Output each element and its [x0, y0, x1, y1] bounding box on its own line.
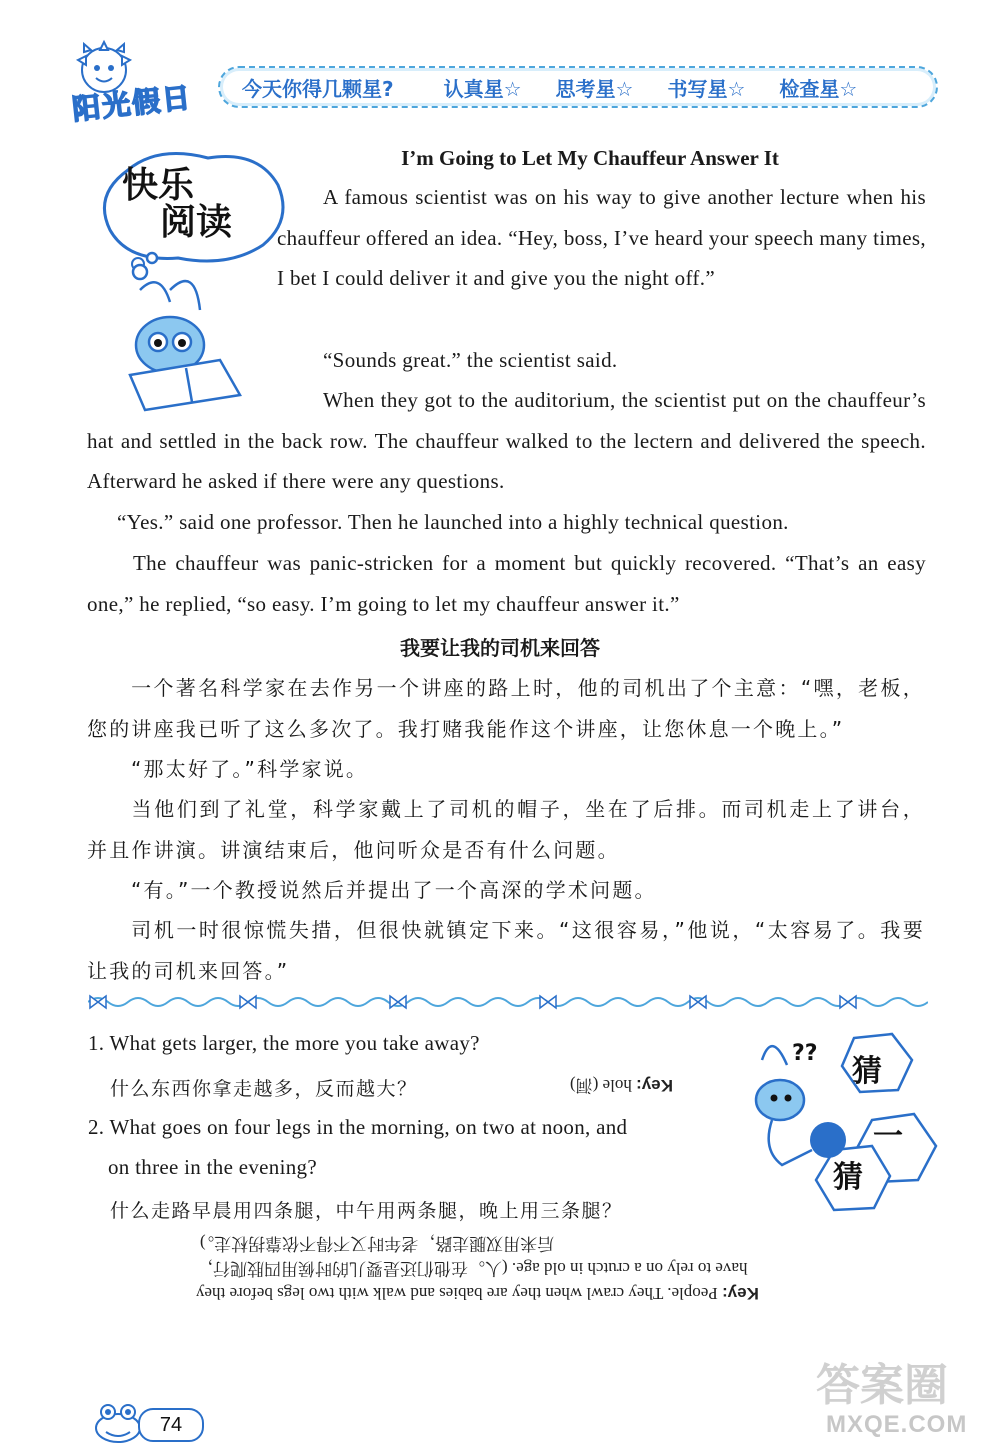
- badge-line-2: 阅读: [160, 202, 233, 243]
- riddle-2-question-line-1: 2. What goes on four legs in the morning, on two at noon, and: [88, 1115, 628, 1139]
- story-paragraph-5: The chauffeur was panic-stricken for a moment but quickly recovered. “That’s an easy one,” he replied, “so easy. I’m going to let my chauffeur answer it.”: [87, 551, 926, 616]
- riddle-1-key: Key: hole (洞): [570, 1076, 673, 1095]
- guess-char-3: 猜: [833, 1160, 863, 1195]
- svg-text:??: ??: [792, 1041, 818, 1066]
- story-title: I’m Going to Let My Chauffeur Answer It: [401, 146, 779, 170]
- watermark-cn: 答案圈: [816, 1360, 948, 1411]
- riddle-1-question: 1. What gets larger, the more you take away?: [88, 1031, 480, 1055]
- star-rating-banner: [218, 66, 938, 108]
- translation-title: 我要让我的司机来回答: [400, 636, 600, 660]
- story-paragraph-3: When they got to the auditorium, the scientist put on the chauffeur’s hat and settled in the back row. The chauffeur walked to the lectern and delivered the speech. Afterward he asked if there were any questions.: [87, 388, 926, 494]
- badge-line-1: 快乐: [122, 165, 195, 206]
- guess-char-2: 一: [873, 1119, 903, 1154]
- riddle-2-question-cn: 什么走路早晨用四条腿，中午用两条腿，晚上用三条腿？: [110, 1200, 623, 1222]
- watermark-text: MXQE.COM: [826, 1411, 968, 1438]
- story-paragraph-4: “Yes.” said one professor. Then he launched into a highly technical question.: [117, 510, 789, 534]
- translation-paragraph-3: 当他们到了礼堂，科学家戴上了司机的帽子，坐在了后排。而司机走上了讲台，并且作讲演。讲演结束后，他问听众是否有什么问题。: [87, 797, 925, 862]
- star-item-4: 检查星☆: [779, 76, 858, 101]
- story-paragraph-2: “Sounds great.” the scientist said.: [323, 348, 618, 372]
- star-item-1: 认真星☆: [443, 76, 522, 101]
- riddle-1-question-cn: 什么东西你拿走越多，反而越大？: [110, 1078, 418, 1100]
- logo-text: 阳光假日: [70, 80, 194, 127]
- riddle-2-key-line-2: have to rely on a crutch in old age. (人。在他们还是婴儿的时候用四肢爬行，: [196, 1259, 748, 1278]
- story-paragraph-1: A famous scientist was on his way to give another lecture when his chauffeur offered an idea. “Hey, boss, I’ve heard your speech many times, I bet I could deliver it and give you the night off.”: [277, 185, 926, 291]
- banner-question: 今天你得几颗星?: [242, 76, 394, 101]
- ribbon-divider: [88, 992, 928, 1012]
- star-item-3: 书写星☆: [667, 76, 746, 101]
- translation-paragraph-2: “那太好了。”科学家说。: [131, 757, 369, 781]
- translation-paragraph-5: 司机一时很惊慌失措，但很快就镇定下来。“这很容易，”他说，“太容易了。我要让我的司机来回答。”: [87, 918, 925, 983]
- riddle-2-key-line-3: 后来用双腿走路，老年时又不得不依靠拐杖走。): [200, 1234, 555, 1253]
- guess-char-1: 猜: [852, 1054, 882, 1089]
- riddle-2-key-line-1: Key: People. They crawl when they are babies and walk with two legs before they: [196, 1284, 759, 1303]
- translation-paragraph-4: “有。”一个教授说然后并提出了一个高深的学术问题。: [131, 878, 657, 902]
- riddle-2-question-line-2: on three in the evening?: [108, 1155, 317, 1179]
- page-number: 74: [138, 1408, 204, 1442]
- translation-paragraph-1: 一个著名科学家在去作另一个讲座的路上时，他的司机出了个主意：“嘿，老板，您的讲座我已听了这么多次了。我打赌我能作这个讲座，让您休息一个晚上。”: [87, 676, 925, 741]
- star-item-2: 思考星☆: [555, 76, 634, 101]
